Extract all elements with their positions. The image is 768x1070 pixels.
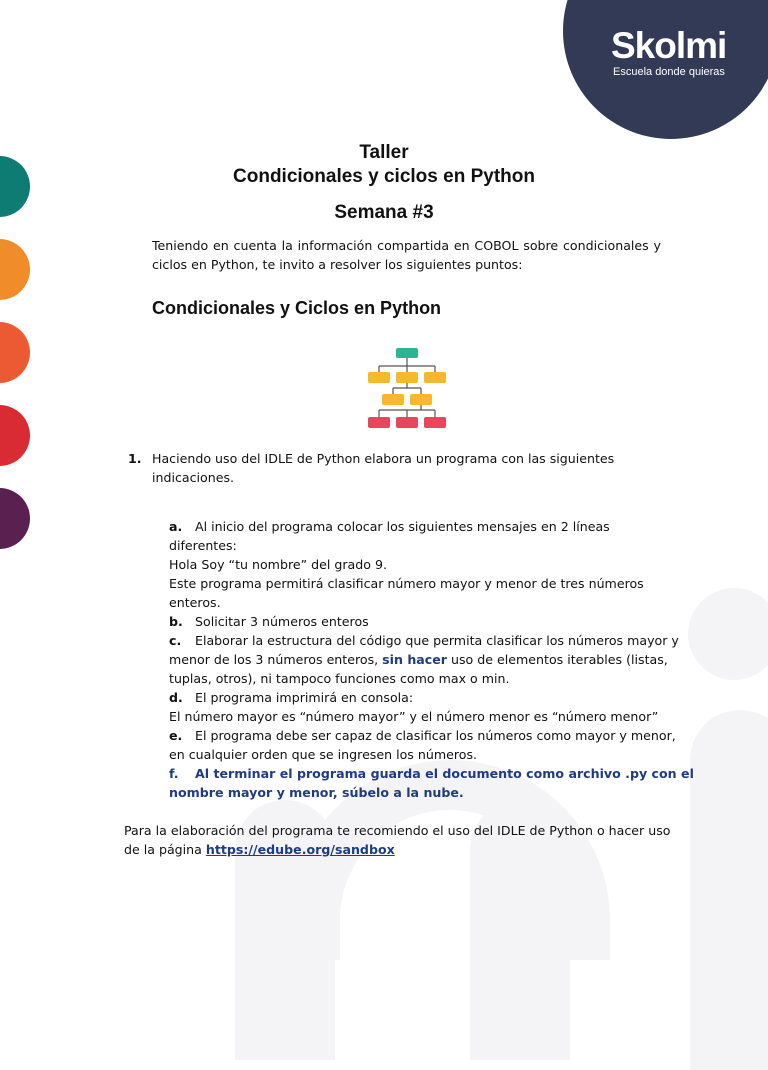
step-c-highlight: sin hacer <box>382 652 448 667</box>
side-dot-red <box>0 405 30 466</box>
step-c-line-2 <box>169 650 668 669</box>
step-d-text: El programa imprimirá en consola: <box>195 690 414 705</box>
item1-line-1: Haciendo uso del IDLE de Python elabora un programa con las siguientes <box>152 451 615 466</box>
step-c-text: Elaborar la estructura del código que permita clasificar los números mayor y <box>195 633 679 648</box>
step-d-line-1 <box>169 688 413 707</box>
step-letter: f. <box>169 766 179 781</box>
sandbox-link[interactable]: https://edube.org/sandbox <box>205 842 395 857</box>
title-week: Semana #3 <box>334 202 434 223</box>
flowchart-icon <box>366 345 448 431</box>
section-heading: Condicionales y Ciclos en Python <box>152 298 442 318</box>
closing-line-1: Para la elaboración del programa te recomiendo el uso del IDLE de Python o hacer uso <box>124 823 671 838</box>
step-letter: d. <box>169 690 183 705</box>
title-taller: Taller <box>359 142 409 163</box>
step-a-line-3: Hola Soy “tu nombre” del grado 9. <box>169 557 387 572</box>
step-c-line-3: tuplas, otros), ni tampoco funciones como max o min. <box>169 671 510 686</box>
step-e-text: El programa debe ser capaz de clasificar los números como mayor y menor, <box>195 728 676 743</box>
step-b-line-1 <box>169 612 369 631</box>
closing-line-2 <box>124 840 395 859</box>
watermark-bar <box>690 710 768 1070</box>
step-letter: c. <box>169 633 182 648</box>
step-c-text-pre: menor de los 3 números enteros, <box>169 652 383 667</box>
watermark-dot <box>688 588 768 680</box>
step-a-line-4: Este programa permitirá clasificar número mayor y menor de tres números <box>169 576 644 591</box>
step-c-text-post: uso de elementos iterables (listas, <box>447 652 668 667</box>
brand-slogan: Escuela donde quieras <box>613 66 725 78</box>
step-b-text: Solicitar 3 números enteros <box>195 614 369 629</box>
side-dot-coral <box>0 322 30 383</box>
step-a-line-5: enteros. <box>169 595 221 610</box>
step-letter: a. <box>169 519 183 534</box>
brand-logo-name: Skolmi <box>611 25 727 66</box>
item1-line-2: indicaciones. <box>152 470 235 485</box>
step-e-line-2: en cualquier orden que se ingresen los números. <box>169 747 478 762</box>
step-f-line-1 <box>169 764 694 783</box>
intro-line-2: ciclos en Python, te invito a resolver los siguientes puntos: <box>152 257 523 272</box>
side-dot-purple <box>0 488 30 549</box>
title-main: Condicionales y ciclos en Python <box>233 166 535 187</box>
step-f-text: Al terminar el programa guarda el documento como archivo .py con el <box>195 766 694 781</box>
step-letter: e. <box>169 728 183 743</box>
intro-line-1: Teniendo en cuenta la información compartida en COBOL sobre condicionales y <box>152 238 661 253</box>
step-e-line-1 <box>169 726 676 745</box>
closing-text-pre: de la página <box>124 842 206 857</box>
step-c-line-1 <box>169 631 679 650</box>
side-dot-orange <box>0 239 30 300</box>
step-a-line-1 <box>169 517 610 536</box>
step-d-line-2: El número mayor es “número mayor” y el número menor es “número menor” <box>169 709 659 724</box>
step-a-line-2: diferentes: <box>169 538 237 553</box>
step-f-line-2: nombre mayor y menor, súbelo a la nube. <box>169 785 464 800</box>
item-number: 1. <box>128 451 142 466</box>
step-a-text: Al inicio del programa colocar los siguientes mensajes en 2 líneas <box>195 519 610 534</box>
step-letter: b. <box>169 614 183 629</box>
